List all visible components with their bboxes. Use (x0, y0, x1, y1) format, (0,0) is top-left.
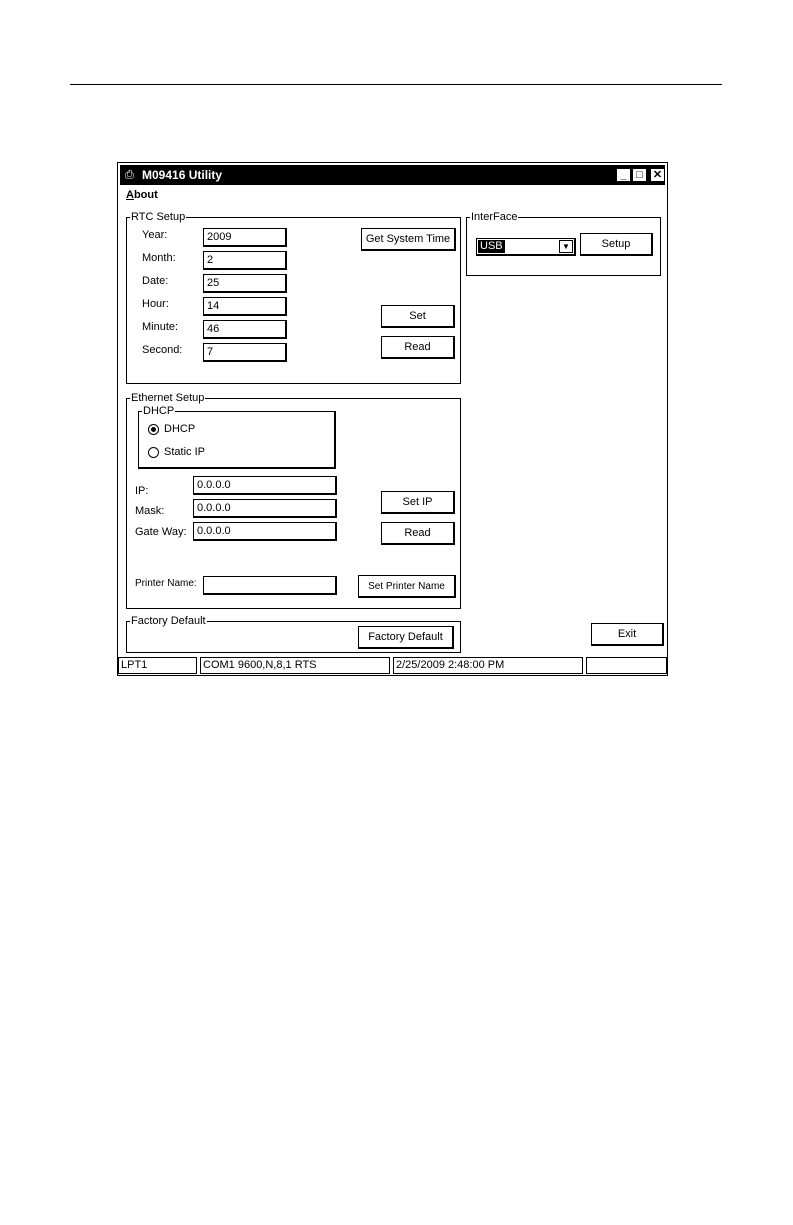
mask-label: Mask: (135, 505, 165, 517)
interface-setup-button[interactable]: Setup (580, 233, 653, 256)
dhcp-radio-label[interactable]: DHCP (164, 423, 196, 435)
interface-select[interactable] (476, 238, 576, 256)
status-port: LPT1 (118, 657, 197, 674)
second-label: Second: (142, 344, 183, 356)
rtc-read-button[interactable]: Read (381, 336, 455, 359)
month-input[interactable] (203, 251, 287, 270)
set-printer-name-button[interactable]: Set Printer Name (358, 575, 456, 598)
close-button[interactable] (651, 169, 664, 181)
page-header-rule (70, 84, 722, 85)
factory-default-legend: Factory Default (131, 615, 206, 627)
menu-about[interactable] (126, 189, 158, 201)
gateway-label: Gate Way: (135, 526, 187, 538)
printer-name-input[interactable] (203, 576, 337, 595)
maximize-button[interactable] (633, 169, 646, 181)
status-com-settings: COM1 9600,N,8,1 RTS (200, 657, 390, 674)
title-bar[interactable] (120, 165, 665, 185)
printer-icon: ⎙ (125, 169, 134, 181)
status-datetime: 2/25/2009 2:48:00 PM (393, 657, 583, 674)
factory-default-button[interactable]: Factory Default (358, 626, 454, 649)
minute-label: Minute: (142, 321, 179, 333)
date-input[interactable] (203, 274, 287, 293)
maximize-icon: □ (636, 169, 643, 181)
menu-about-label: bout (133, 189, 158, 201)
status-bar (118, 657, 667, 674)
hour-input[interactable] (203, 297, 287, 316)
second-input[interactable] (203, 343, 287, 362)
dhcp-group (138, 405, 336, 469)
minute-input[interactable] (203, 320, 287, 339)
mask-input[interactable] (193, 499, 337, 518)
get-system-time-button[interactable]: Get System Time (361, 228, 456, 251)
minimize-icon: _ (620, 169, 627, 181)
window-title: M09416 Utility (142, 168, 223, 182)
exit-button[interactable]: Exit (591, 623, 664, 646)
static-ip-radio[interactable] (148, 447, 159, 458)
interface-legend: InterFace (471, 211, 518, 223)
gateway-input[interactable] (193, 522, 337, 541)
menu-about-accel: A (126, 189, 134, 201)
printer-name-label: Printer Name: (135, 578, 197, 589)
ip-input[interactable] (193, 476, 337, 495)
rtc-setup-legend: RTC Setup (131, 211, 186, 223)
rtc-set-button[interactable]: Set (381, 305, 455, 328)
chevron-down-icon[interactable]: ▼ (559, 240, 573, 253)
dhcp-radio[interactable] (148, 424, 159, 435)
year-input[interactable] (203, 228, 287, 247)
dhcp-group-legend: DHCP (143, 405, 175, 417)
hour-label: Hour: (142, 298, 169, 310)
ethernet-read-button[interactable]: Read (381, 522, 455, 545)
interface-select-value: USB (480, 240, 503, 252)
minimize-button[interactable] (617, 169, 630, 181)
date-label: Date: (142, 275, 169, 287)
ip-label: IP: (135, 485, 149, 497)
ethernet-setup-legend: Ethernet Setup (131, 392, 205, 404)
month-label: Month: (142, 252, 176, 264)
status-extra (586, 657, 667, 674)
set-ip-button[interactable]: Set IP (381, 491, 455, 514)
static-ip-radio-label[interactable]: Static IP (164, 446, 205, 458)
utility-window (117, 162, 668, 676)
year-label: Year: (142, 229, 168, 241)
close-icon: ✕ (652, 169, 663, 181)
